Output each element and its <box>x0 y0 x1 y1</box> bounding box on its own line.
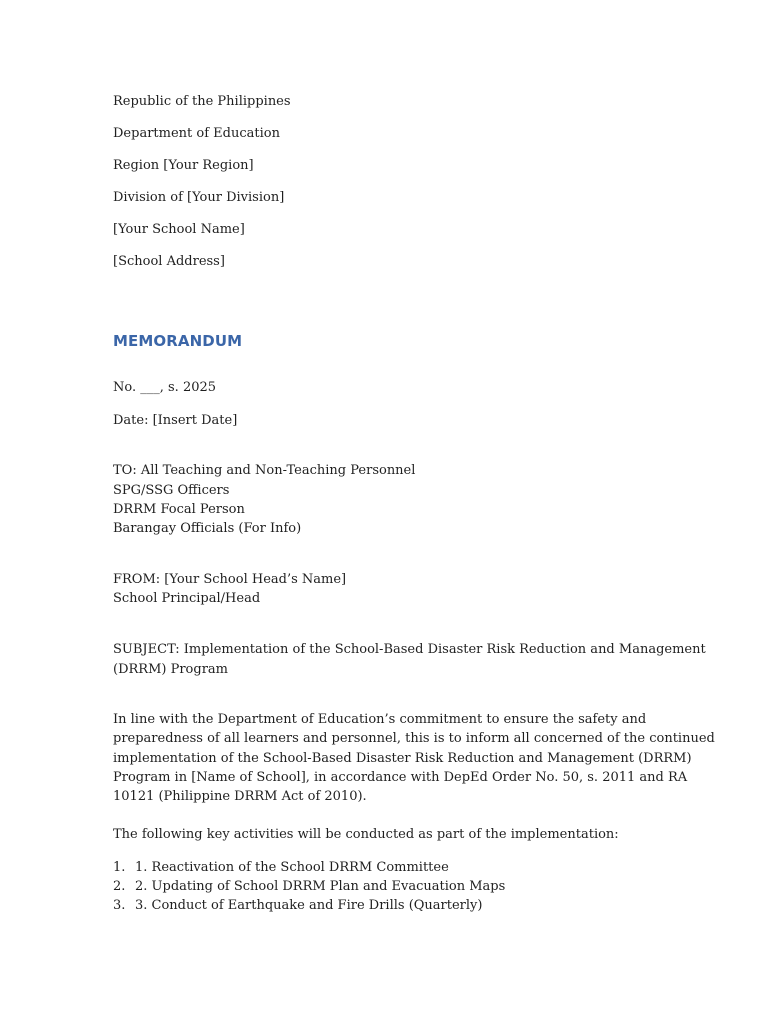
list-number: 3. <box>113 898 126 913</box>
to-line: TO: All Teaching and Non-Teaching Personnel <box>113 463 416 478</box>
paragraph-line: implementation of the School-Based Disaster Risk Reduction and Management (DRRM) <box>113 750 692 766</box>
memo-date: Date: [Insert Date] <box>113 413 238 428</box>
header-school-name: [Your School Name] <box>113 222 245 237</box>
header-region: Region [Your Region] <box>113 158 254 173</box>
from-position: School Principal/Head <box>113 591 261 606</box>
list-item-text: 1. Reactivation of the School DRRM Committee <box>135 860 449 875</box>
paragraph-line: 10121 (Philippine DRRM Act of 2010). <box>113 789 367 805</box>
to-recipient: SPG/SSG Officers <box>113 483 230 498</box>
paragraph-line: Program in [Name of School], in accordance with DepEd Order No. 50, s. 2011 and RA <box>113 769 688 785</box>
memo-number: No. ___, s. 2025 <box>113 380 217 395</box>
header-school-address: [School Address] <box>113 254 225 269</box>
paragraph-line: In line with the Department of Education’s commitment to ensure the safety and <box>113 712 647 727</box>
activities-list <box>113 858 505 915</box>
paragraph-line: preparedness of all learners and personnel, this is to inform all concerned of the continued <box>113 731 715 747</box>
from-line: FROM: [Your School Head’s Name] <box>113 572 347 587</box>
list-number: 2. <box>113 879 126 894</box>
list-item <box>113 896 505 915</box>
body-paragraph <box>113 710 715 806</box>
subject-line: SUBJECT: Implementation of the School-Based Disaster Risk Reduction and Management <box>113 642 706 657</box>
activities-intro: The following key activities will be conducted as part of the implementation: <box>113 827 619 842</box>
header-department: Department of Education <box>113 126 280 141</box>
to-recipient: Barangay Officials (For Info) <box>113 521 302 536</box>
list-item <box>113 877 505 896</box>
list-item <box>113 858 505 877</box>
memo-title: MEMORANDUM <box>113 332 243 350</box>
header-division: Division of [Your Division] <box>113 190 285 205</box>
list-item-text: 3. Conduct of Earthquake and Fire Drills (Quarterly) <box>135 898 483 913</box>
header-republic: Republic of the Philippines <box>113 94 291 109</box>
to-recipient: DRRM Focal Person <box>113 502 245 517</box>
list-item-text: 2. Updating of School DRRM Plan and Evacuation Maps <box>135 879 506 894</box>
list-number: 1. <box>113 860 126 875</box>
subject-line-continued: (DRRM) Program <box>113 662 228 677</box>
